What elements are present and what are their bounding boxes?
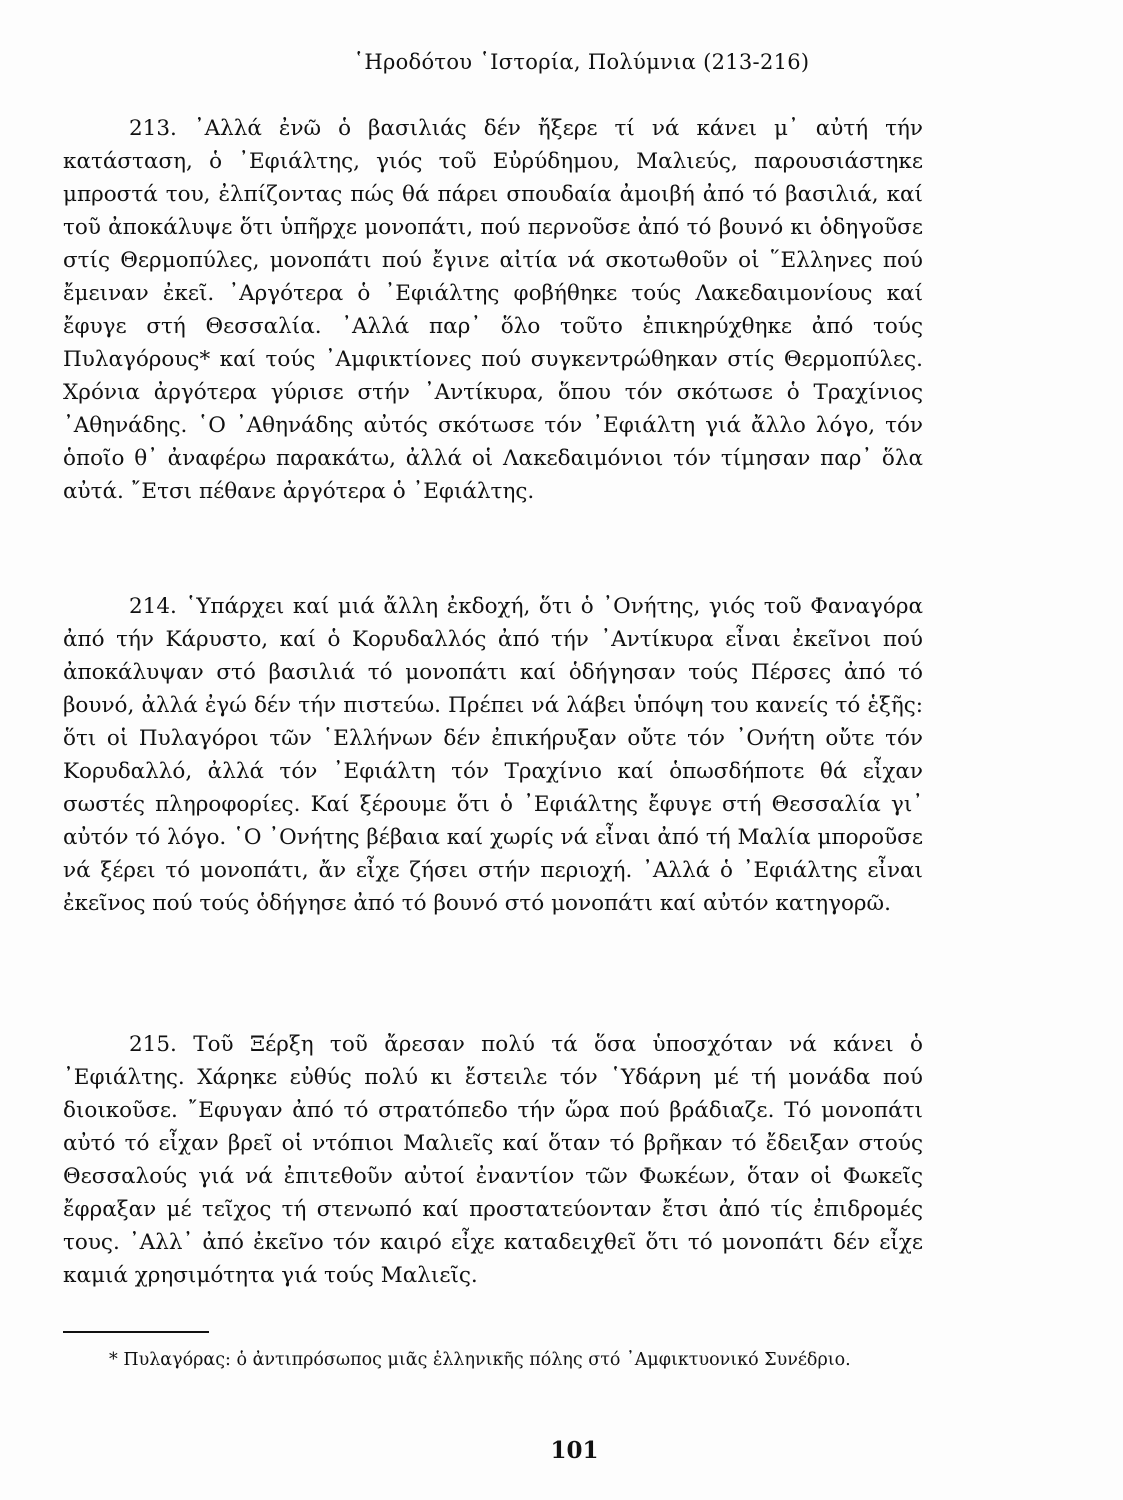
section-215-paragraph: 215. Τοῦ Ξέρξη τοῦ ἄρεσαν πολύ τά ὅσα ὑποσχόταν νά κάνει ὁ ᾿Εφιάλτης. Χάρηκε εὐθύς πολύ κι ἔστειλε τόν ῾Υδάρνη μέ τή μονάδα πού διοικοῦσε. ῎Εφυγαν ἀπό τό στρατόπεδο τήν ὥρα πού βράδιαζε. Τό μονοπάτι αὐτό τό εἶχαν βρεῖ οἱ ντόπιοι Μαλιεῖς καί ὅταν τό βρῆκαν τό ἔδειξαν στούς Θεσσαλούς γιά νά ἐπιτεθοῦν αὐτοί ἐναντίον τῶν Φωκέων, ὅταν οἱ Φωκεῖς ἔφραξαν μέ τεῖχος τή στενωπό καί προστατεύονταν ἔτσι ἀπό τίς ἐπιδρομές τους. ᾿Αλλ᾿ ἀπό ἐκεῖνο τόν καιρό εἶχε καταδειχθεῖ ὅτι τό μονοπάτι δέν εἶχε καμιά χρησιμότητα γιά τούς Μαλιεῖς.: [63, 1032, 923, 1288]
page-number: 101: [550, 1437, 599, 1464]
footnote-divider: [63, 1331, 209, 1333]
section-214-paragraph: 214. ῾Υπάρχει καί μιά ἄλλη ἐκδοχή, ὅτι ὁ ᾿Ονήτης, γιός τοῦ Φαναγόρα ἀπό τήν Κάρυστο, καί ὁ Κορυδαλλός ἀπό τήν ᾿Αντίκυρα εἶναι ἐκεῖνοι πού ἀποκάλυψαν στό βασιλιά τό μονοπάτι καί ὁδήγησαν τούς Πέρσες ἀπό τό βουνό, ἀλλά ἐγώ δέν τήν πιστεύω. Πρέπει νά λάβει ὑπόψη του κανείς τό ἑξῆς: ὅτι οἱ Πυλαγόροι τῶν ῾Ελλήνων δέν ἐπικήρυξαν οὔτε τόν ᾿Ονήτη οὔτε τόν Κορυδαλλό, ἀλλά τόν ᾿Εφιάλτη τόν Τραχίνιο καί ὁπωσδήποτε θά εἶχαν σωστές πληροφορίες. Καί ξέρουμε ὅτι ὁ ᾿Εφιάλτης ἔφυγε στή Θεσσαλία γι᾿ αὐτόν τό λόγο. ῾Ο ᾿Ονήτης βέβαια καί χωρίς νά εἶναι ἀπό τή Μαλία μποροῦσε νά ξέρει τό μονοπάτι, ἄν εἶχε ζήσει στήν περιοχή. ᾿Αλλά ὁ ᾿Εφιάλτης εἶναι ἐκεῖνος πού τούς ὁδήγησε ἀπό τό βουνό στό μονοπάτι καί αὐτόν κατηγορῶ.: [63, 594, 923, 916]
footnote: * Πυλαγόρας: ὁ ἀντιπρόσωπος μιᾶς ἑλληνικῆς πόλης στό ᾿Αμφικτυονικό Συνέδριο.: [109, 1350, 851, 1370]
running-header: ῾Ηροδότου ῾Ιστορία, Πολύμνια (213-216): [353, 50, 810, 74]
section-213-paragraph: 213. ᾿Αλλά ἐνῶ ὁ βασιλιάς δέν ἤξερε τί νά κάνει μ᾿ αὐτή τήν κατάσταση, ὁ ᾿Εφιάλτης, γιός τοῦ Εὐρύδημου, Μαλιεύς, παρουσιάστηκε μπροστά του, ἐλπίζοντας πώς θά πάρει σπουδαία ἀμοιβή ἀπό τό βασιλιά, καί τοῦ ἀποκάλυψε ὅτι ὑπῆρχε μονοπάτι, πού περνοῦσε ἀπό τό βουνό κι ὁδηγοῦσε στίς Θερμοπύλες, μονοπάτι πού ἔγινε αἰτία νά σκοτωθοῦν οἱ ῞Ελληνες πού ἔμειναν ἐκεῖ. ᾿Αργότερα ὁ ᾿Εφιάλτης φοβήθηκε τούς Λακεδαιμονίους καί ἔφυγε στή Θεσσαλία. ᾿Αλλά παρ᾿ ὅλο τοῦτο ἐπικηρύχθηκε ἀπό τούς Πυλαγόρους* καί τούς ᾿Αμφικτίονες πού συγκεντρώθηκαν στίς Θερμοπύλες. Χρόνια ἀργότερα γύρισε στήν ᾿Αντίκυρα, ὅπου τόν σκότωσε ὁ Τραχίνιος ᾿Αθηνάδης. ῾Ο ᾿Αθηνάδης αὐτός σκότωσε τόν ᾿Εφιάλτη γιά ἄλλο λόγο, τόν ὁποῖο θ᾿ ἀναφέρω παρακάτω, ἀλλά οἱ Λακεδαιμόνιοι τόν τίμησαν παρ᾿ ὅλα αὐτά. ῎Ετσι πέθανε ἀργότερα ὁ ᾿Εφιάλτης.: [63, 116, 923, 504]
